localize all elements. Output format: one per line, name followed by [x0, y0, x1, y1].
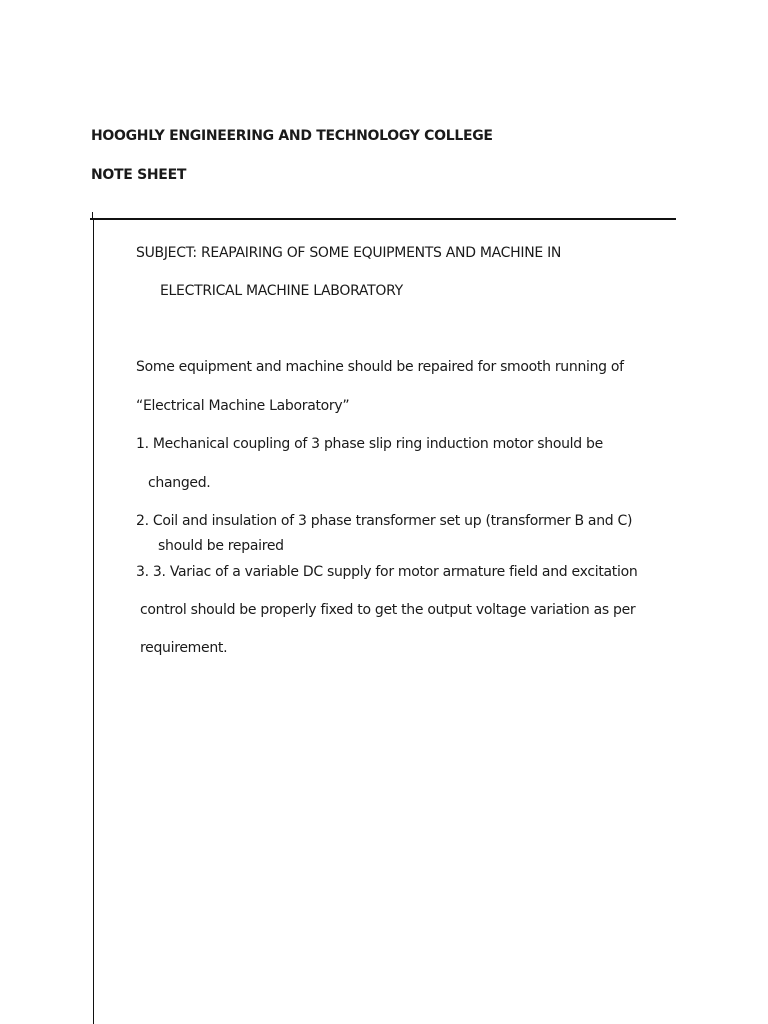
subject-line-1: SUBJECT: REAPAIRING OF SOME EQUIPMENTS AND MACHINE IN	[136, 245, 562, 261]
college-name: HOOGHLY ENGINEERING AND TECHNOLOGY COLLEGE	[91, 128, 493, 144]
item-3-line-3: requirement.	[140, 640, 228, 656]
item-1-line-1: 1. Mechanical coupling of 3 phase slip ring induction motor should be	[136, 436, 603, 452]
item-1-line-2: changed.	[148, 475, 211, 491]
margin-line	[93, 218, 94, 1024]
horizontal-rule	[90, 218, 676, 220]
intro-line-2: “Electrical Machine Laboratory”	[136, 398, 350, 414]
intro-line-1: Some equipment and machine should be repaired for smooth running of	[136, 359, 624, 375]
item-3-line-1: 3. 3. Variac of a variable DC supply for motor armature field and excitation	[136, 564, 638, 580]
item-3-line-2: control should be properly fixed to get the output voltage variation as per	[140, 602, 636, 618]
note-sheet-title: NOTE SHEET	[91, 167, 187, 183]
item-2-line-1: 2. Coil and insulation of 3 phase transformer set up (transformer B and C)	[136, 513, 633, 529]
item-2-line-2: should be repaired	[158, 538, 284, 554]
subject-line-2: ELECTRICAL MACHINE LABORATORY	[160, 283, 403, 299]
